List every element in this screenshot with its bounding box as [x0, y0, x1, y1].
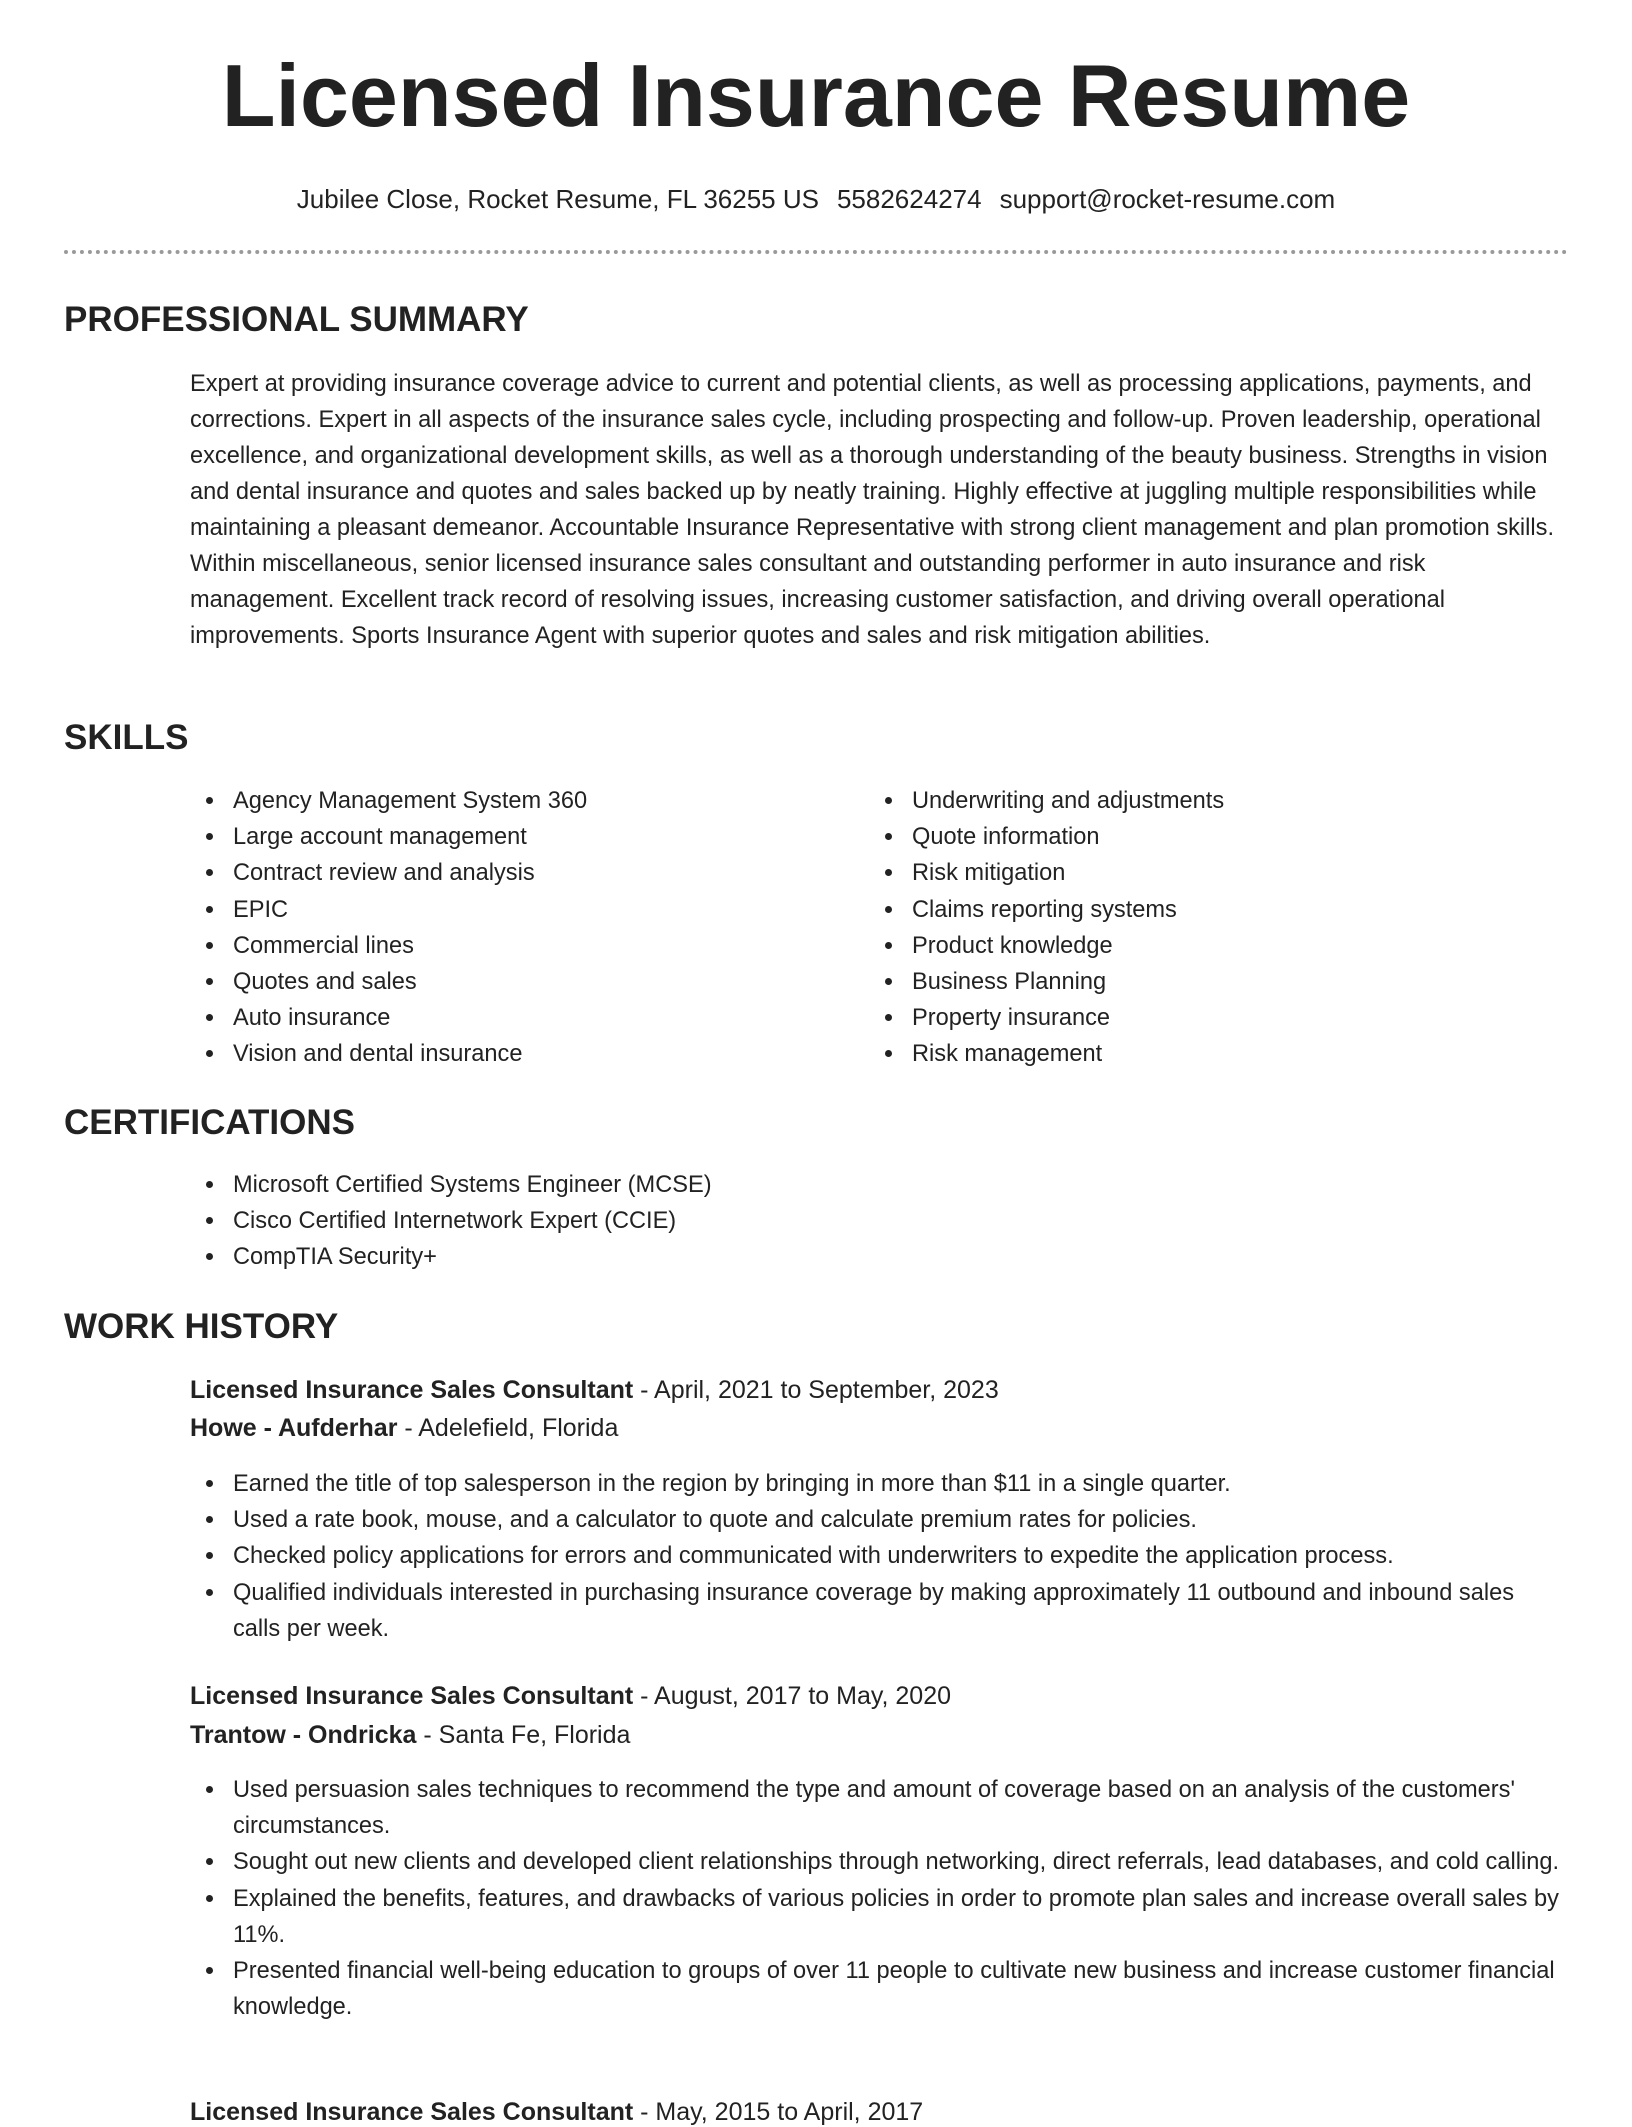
job-bullet: Explained the benefits, features, and drawbacks of various policies in order to promote plan sales and increase overall sales by 11%.	[190, 1881, 1566, 1953]
contact-line	[0, 184, 1632, 215]
job-title: Licensed Insurance Sales Consultant	[190, 1682, 634, 1710]
job-title-line	[190, 2097, 923, 2127]
job-dates: - May, 2015 to April, 2017	[633, 2098, 924, 2126]
skill-item: Risk management	[869, 1036, 1549, 1072]
skill-item: Quote information	[869, 819, 1549, 855]
skill-item: Quotes and sales	[190, 964, 830, 1000]
job-dates: - April, 2021 to September, 2023	[633, 1376, 999, 1404]
header-divider	[64, 250, 1568, 254]
job-bullet: Qualified individuals interested in purchasing insurance coverage by making approximately 11 outbound and inbound sales calls per week.	[190, 1575, 1566, 1647]
skill-item: Risk mitigation	[869, 855, 1549, 891]
job-title-line	[190, 1375, 999, 1405]
skill-item: Property insurance	[869, 1000, 1549, 1036]
job-bullet: Used persuasion sales techniques to recommend the type and amount of coverage based on an analysis of the customers' circumstances.	[190, 1772, 1566, 1844]
job-location: - Adelefield, Florida	[397, 1414, 619, 1442]
resume-title: Licensed Insurance Resume	[221, 46, 1411, 145]
job-company-line	[190, 1413, 618, 1443]
skills-heading: SKILLS	[64, 718, 189, 757]
contact-email: support@rocket-resume.com	[999, 184, 1336, 214]
certification-item: Cisco Certified Internetwork Expert (CCIE)	[190, 1203, 1566, 1239]
job-bullets	[190, 1772, 1566, 2025]
job-bullet: Used a rate book, mouse, and a calculator to quote and calculate premium rates for policies.	[190, 1502, 1566, 1538]
job-dates: - August, 2017 to May, 2020	[633, 1682, 952, 1710]
skill-item: Product knowledge	[869, 928, 1549, 964]
skill-item: Large account management	[190, 819, 830, 855]
summary-text: Expert at providing insurance coverage advice to current and potential clients, as well as processing applications, payments, and corrections. Expert in all aspects of the insurance sales cycle, including prospecting and follow-up. Proven leadership, operational excellence, and organizational development skills, as well as a thorough understanding of the beauty business. Strengths in vision and dental insurance and quotes and sales backed up by neatly training. Highly effective at juggling multiple responsibilities while maintaining a pleasant demeanor. Accountable Insurance Representative with strong client management and plan promotion skills. Within miscellaneous, senior licensed insurance sales consultant and outstanding performer in auto insurance and risk management. Excellent track record of resolving issues, increasing customer satisfaction, and driving overall operational improvements. Sports Insurance Agent with superior quotes and sales and risk mitigation abilities.	[190, 371, 1555, 649]
job-bullet: Checked policy applications for errors and communicated with underwriters to expedite the application process.	[190, 1538, 1566, 1574]
contact-phone: 5582624274	[836, 184, 982, 214]
job-company-line	[190, 1720, 630, 1750]
job-company: Trantow - Ondricka	[190, 1721, 417, 1749]
job-title: Licensed Insurance Sales Consultant	[190, 1376, 634, 1404]
skill-item: Underwriting and adjustments	[869, 783, 1549, 819]
skill-item: Vision and dental insurance	[190, 1036, 830, 1072]
certifications-heading: CERTIFICATIONS	[64, 1103, 356, 1142]
summary-heading: PROFESSIONAL SUMMARY	[64, 300, 529, 339]
job-bullets	[190, 1466, 1566, 1647]
job-bullet: Sought out new clients and developed client relationships through networking, direct referrals, lead databases, and cold calling.	[190, 1844, 1566, 1880]
certification-item: CompTIA Security+	[190, 1239, 1566, 1275]
skill-item: Agency Management System 360	[190, 783, 830, 819]
job-bullet: Earned the title of top salesperson in the region by bringing in more than $11 in a single quarter.	[190, 1466, 1566, 1502]
skills-list-left	[190, 783, 830, 1073]
skills-list-right	[869, 783, 1549, 1073]
work-history-heading: WORK HISTORY	[64, 1307, 339, 1346]
job-bullet: Presented financial well-being education to groups of over 11 people to cultivate new business and increase customer financial knowledge.	[190, 1953, 1566, 2025]
skill-item: EPIC	[190, 892, 830, 928]
skill-item: Business Planning	[869, 964, 1549, 1000]
skill-item: Commercial lines	[190, 928, 830, 964]
job-title: Licensed Insurance Sales Consultant	[190, 2098, 634, 2126]
certification-item: Microsoft Certified Systems Engineer (MCSE)	[190, 1167, 1566, 1203]
skill-item: Claims reporting systems	[869, 892, 1549, 928]
job-company: Howe - Aufderhar	[190, 1414, 398, 1442]
certifications-list	[190, 1167, 1566, 1276]
job-location: - Santa Fe, Florida	[416, 1721, 631, 1749]
contact-address: Jubilee Close, Rocket Resume, FL 36255 US	[296, 184, 819, 214]
skill-item: Auto insurance	[190, 1000, 830, 1036]
job-title-line	[190, 1681, 951, 1711]
skill-item: Contract review and analysis	[190, 855, 830, 891]
